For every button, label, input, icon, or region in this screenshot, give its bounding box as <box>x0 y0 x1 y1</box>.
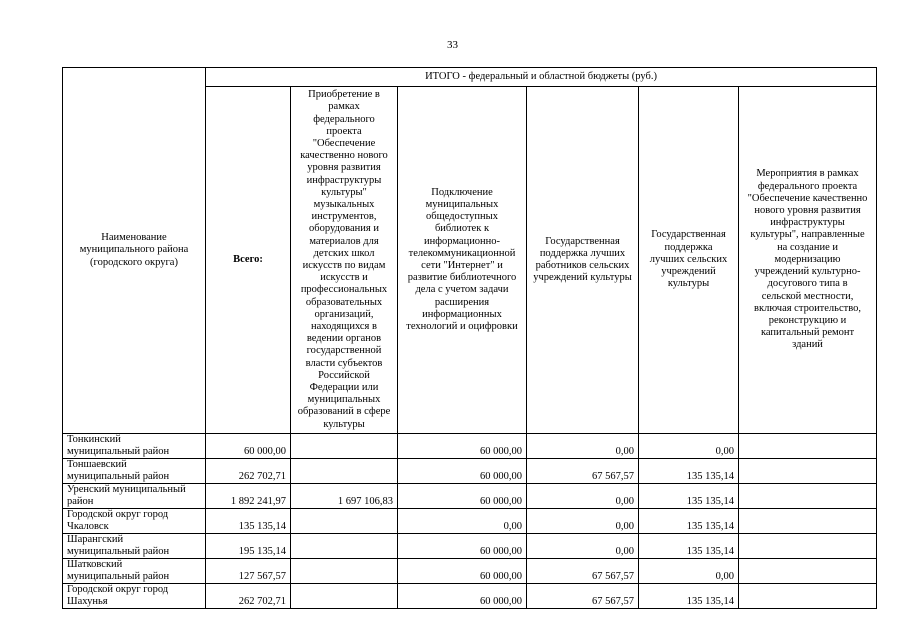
libraries-cell: 60 000,00 <box>398 459 527 484</box>
best-workers-cell: 0,00 <box>527 434 639 459</box>
best-institutions-cell: 135 135,14 <box>639 584 739 609</box>
total-cell: 127 567,57 <box>206 559 291 584</box>
total-column-header: Всего: <box>206 87 291 434</box>
cultural-centers-cell <box>739 559 877 584</box>
best-institutions-cell: 135 135,14 <box>639 459 739 484</box>
instruments-cell <box>291 434 398 459</box>
district-name-cell: Городской округ город Шахунья <box>63 584 206 609</box>
total-cell: 262 702,71 <box>206 459 291 484</box>
cultural-centers-cell <box>739 509 877 534</box>
cultural-centers-cell <box>739 434 877 459</box>
libraries-cell: 60 000,00 <box>398 534 527 559</box>
district-name-cell: Уренский муниципальный район <box>63 484 206 509</box>
libraries-cell: 60 000,00 <box>398 434 527 459</box>
table-row <box>63 584 877 609</box>
district-name-cell: Шарангский муниципальный район <box>63 534 206 559</box>
district-name-cell: Шатковский муниципальный район <box>63 559 206 584</box>
best-workers-cell: 67 567,57 <box>527 584 639 609</box>
best-institutions-cell: 135 135,14 <box>639 484 739 509</box>
best-workers-cell: 0,00 <box>527 509 639 534</box>
best-workers-cell: 67 567,57 <box>527 459 639 484</box>
best-workers-cell: 0,00 <box>527 484 639 509</box>
header-row-group <box>63 68 877 87</box>
libraries-cell: 60 000,00 <box>398 484 527 509</box>
instruments-cell: 1 697 106,83 <box>291 484 398 509</box>
total-cell: 135 135,14 <box>206 509 291 534</box>
table-row <box>63 509 877 534</box>
instruments-cell <box>291 584 398 609</box>
libraries-cell: 60 000,00 <box>398 584 527 609</box>
libraries-cell: 0,00 <box>398 509 527 534</box>
table-row <box>63 434 877 459</box>
district-name-cell: Тоншаевский муниципальный район <box>63 459 206 484</box>
instruments-column-header: Приобретение в рамках федерального проекта "Обеспечение качественно нового уровня развития инфраструктуры культуры" музыкальных инструментов, оборудования и материалов для детских школ искусств по видам искусств и профессиональных образовательных организаций, находящихся в ведении органов государственной власти субъектов Российской Федерации или муниципальных образований в сфере культуры <box>291 87 398 434</box>
total-cell: 195 135,14 <box>206 534 291 559</box>
best-workers-cell: 67 567,57 <box>527 559 639 584</box>
district-name-cell: Тонкинский муниципальный район <box>63 434 206 459</box>
page-number: 33 <box>447 39 458 51</box>
best-institutions-cell: 135 135,14 <box>639 534 739 559</box>
instruments-cell <box>291 509 398 534</box>
budget-table <box>62 67 877 609</box>
best-workers-cell: 0,00 <box>527 534 639 559</box>
total-cell: 60 000,00 <box>206 434 291 459</box>
best-institutions-cell: 0,00 <box>639 434 739 459</box>
total-cell: 1 892 241,97 <box>206 484 291 509</box>
instruments-cell <box>291 559 398 584</box>
table-row <box>63 484 877 509</box>
libraries-cell: 60 000,00 <box>398 559 527 584</box>
table-row <box>63 459 877 484</box>
best-workers-column-header: Государственная поддержка лучших работников сельских учреждений культуры <box>527 87 639 434</box>
cultural-centers-cell <box>739 459 877 484</box>
instruments-cell <box>291 459 398 484</box>
cultural-centers-column-header: Мероприятия в рамках федерального проекта "Обеспечение качественно нового уровня развития инфраструктуры культуры", направленные на создание и модернизацию учреждений культурно- досугового типа в сельской местности, включая строительство, реконструкцию и капитальный ремонт зданий <box>739 87 877 434</box>
budget-group-header: ИТОГО - федеральный и областной бюджеты (руб.) <box>206 68 877 87</box>
cultural-centers-cell <box>739 534 877 559</box>
table-row <box>63 559 877 584</box>
table-row <box>63 534 877 559</box>
best-institutions-cell: 135 135,14 <box>639 509 739 534</box>
cultural-centers-cell <box>739 484 877 509</box>
cultural-centers-cell <box>739 584 877 609</box>
total-cell: 262 702,71 <box>206 584 291 609</box>
district-name-cell: Городской округ город Чкаловск <box>63 509 206 534</box>
best-institutions-column-header: Государственная поддержка лучших сельских учреждений культуры <box>639 87 739 434</box>
district-name-header: Наименование муниципального района (городского округа) <box>63 68 206 434</box>
best-institutions-cell: 0,00 <box>639 559 739 584</box>
libraries-column-header: Подключение муниципальных общедоступных библиотек к информационно- телекоммуникационной сети "Интернет" и развитие библиотечного дела с учетом задачи расширения информационных технологий и оцифровки <box>398 87 527 434</box>
instruments-cell <box>291 534 398 559</box>
